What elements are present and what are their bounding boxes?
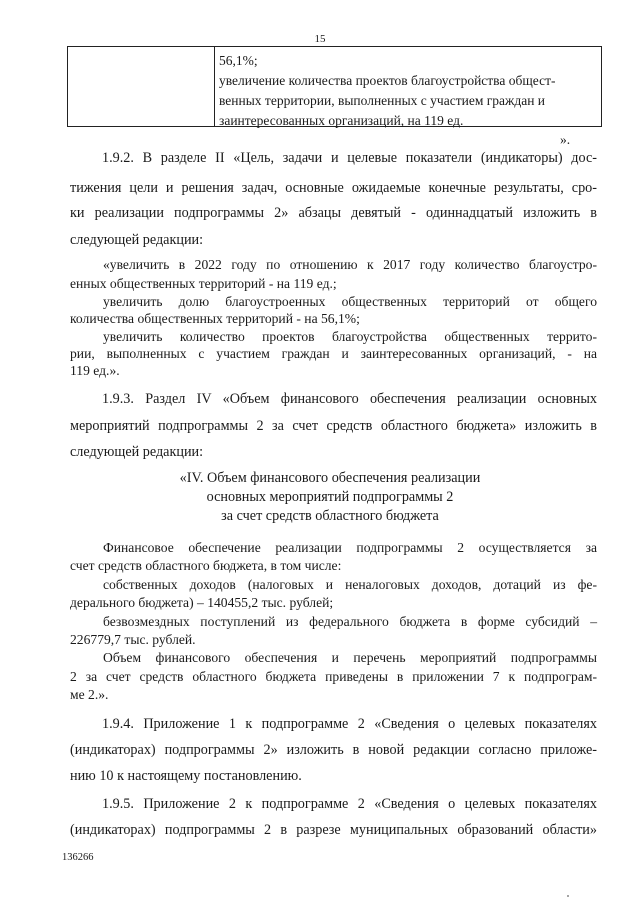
paragraph-1-9-2-line: следующей редакции: — [70, 232, 204, 248]
table-cell-line: заинтересованных организаций, на 119 ед. — [219, 113, 464, 128]
paragraph-1-9-2-line: 1.9.2. В разделе II «Цель, задачи и целевые показатели (индикаторы) дос- — [102, 150, 597, 166]
quote-line: «увеличить в 2022 году по отношению к 2017 году количество благоустро- — [103, 257, 597, 272]
finance-line: 2 за счет средств областного бюджета приведены в приложении 7 к подпрограм- — [70, 669, 597, 684]
quote-line: увеличить количество проектов благоустройства общественных террито- — [103, 329, 597, 344]
paragraph-1-9-4-line: 1.9.4. Приложение 1 к подпрограмме 2 «Сведения о целевых показателях — [102, 716, 597, 732]
paragraph-1-9-2-line: тижения цели и решения задач, основные ожидаемые конечные результаты, сро- — [70, 180, 597, 196]
document-code: 136266 — [62, 852, 94, 863]
paragraph-1-9-3-line: 1.9.3. Раздел IV «Объем финансового обеспечения реализации основных — [102, 391, 597, 407]
paragraph-1-9-2-line: ки реализации подпрограммы 2» абзацы девятый - одиннадцатый изложить в — [70, 205, 597, 221]
paragraph-1-9-5-line: 1.9.5. Приложение 2 к подпрограмме 2 «Сведения о целевых показателях — [102, 796, 597, 812]
finance-line: Финансовое обеспечение реализации подпрограммы 2 осуществляется за — [103, 540, 597, 555]
table-cell-text — [219, 51, 555, 131]
paragraph-1-9-3-line: мероприятий подпрограммы 2 за счет средств областного бюджета» изложить в — [70, 418, 597, 434]
quote-line: увеличить долю благоустроенных общественных территорий от общего — [103, 294, 597, 309]
finance-line: Объем финансового обеспечения и перечень мероприятий подпрограммы — [103, 650, 597, 665]
table-closing-quote: ». — [560, 132, 571, 147]
table-cell-line: 56,1%; — [219, 53, 258, 68]
paragraph-1-9-5-line: (индикаторах) подпрограммы 2 в разрезе муниципальных образований области» — [70, 822, 597, 838]
paragraph-1-9-4-line: нию 10 к настоящему постановлению. — [70, 768, 302, 784]
page-number: 15 — [314, 33, 326, 45]
section-heading-line: «IV. Объем финансового обеспечения реализации — [179, 470, 481, 486]
finance-line: дерального бюджета) – 140455,2 тыс. рублей; — [70, 595, 334, 610]
quote-line: енных общественных территорий - на 119 ед.; — [70, 276, 337, 291]
table-cell-line: венных территории, выполненных с участием граждан и — [219, 93, 546, 108]
table-fragment — [67, 46, 602, 127]
scan-speck — [567, 895, 569, 897]
finance-line: ме 2.». — [70, 687, 109, 702]
section-heading-line: основных мероприятий подпрограммы 2 — [206, 489, 454, 505]
paragraph-1-9-4-line: (индикаторах) подпрограммы 2» изложить в новой редакции согласно приложе- — [70, 742, 597, 758]
table-cell-line: увеличение количества проектов благоустройства общест- — [219, 73, 556, 88]
quote-line: количества общественных территорий - на 56,1%; — [70, 311, 360, 326]
quote-line: 119 ед.». — [70, 363, 120, 378]
finance-line: счет средств областного бюджета, в том числе: — [70, 558, 342, 573]
finance-line: 226779,7 тыс. рублей. — [70, 632, 196, 647]
table-column-divider — [214, 47, 215, 126]
paragraph-1-9-3-line: следующей редакции: — [70, 444, 204, 460]
quote-line: рии, выполненных с участием граждан и заинтересованных организаций, - на — [70, 346, 597, 361]
section-heading-line: за счет средств областного бюджета — [221, 508, 439, 524]
finance-line: собственных доходов (налоговых и неналоговых доходов, дотаций из фе- — [103, 577, 597, 592]
finance-line: безвозмездных поступлений из федерального бюджета в форме субсидий – — [103, 614, 597, 629]
